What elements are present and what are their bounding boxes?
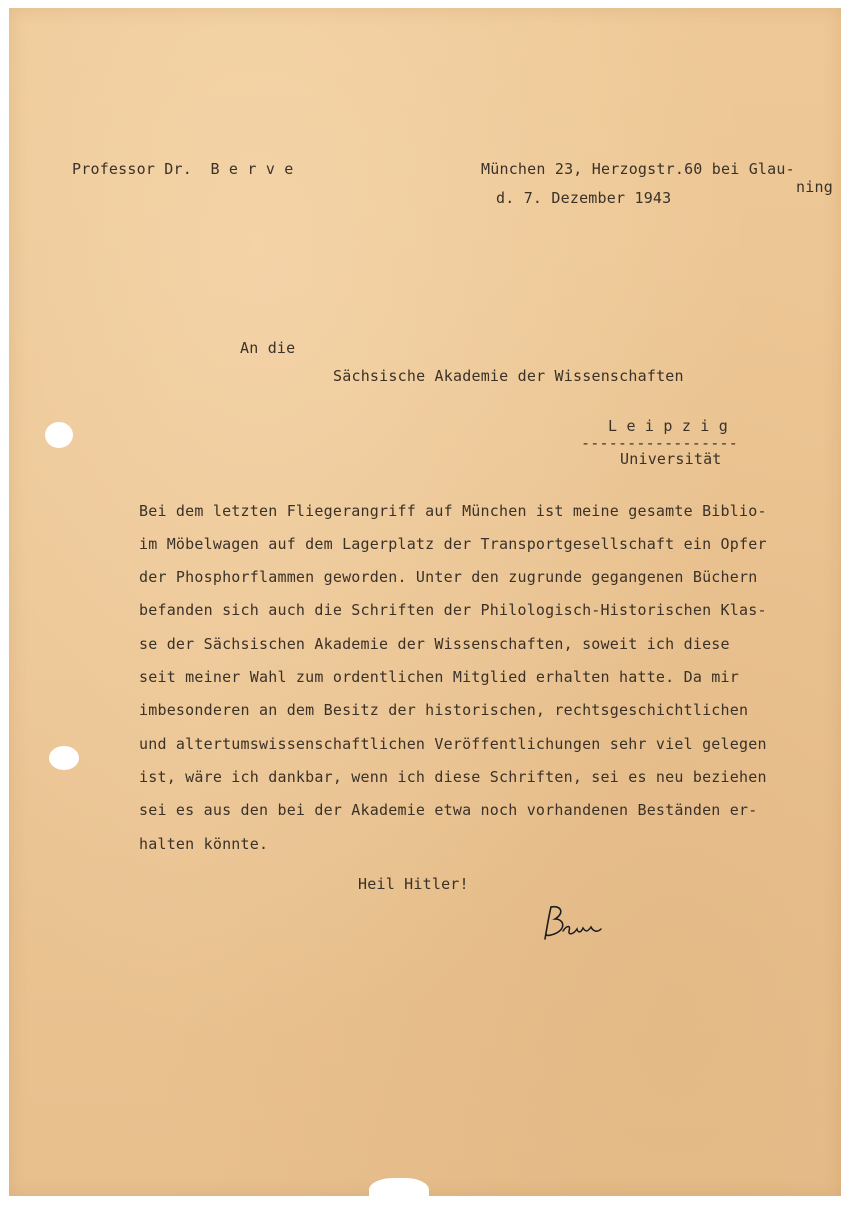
- recipient-underline: -----------------: [581, 434, 738, 452]
- body-line: ist, wäre ich dankbar, wenn ich diese Schriften, sei es neu beziehen: [139, 768, 767, 786]
- torn-edge-bottom: [369, 1178, 429, 1208]
- body-line: im Möbelwagen auf dem Lagerplatz der Transportgesellschaft ein Opfer: [139, 535, 767, 553]
- letter-page: [9, 8, 841, 1196]
- punch-hole-lower: [49, 746, 79, 770]
- address-line-1: München 23, Herzogstr.60 bei Glau-: [481, 160, 795, 178]
- body-line: halten könnte.: [139, 835, 269, 853]
- letter-date: d. 7. Dezember 1943: [496, 189, 672, 207]
- recipient-name: Sächsische Akademie der Wissenschaften: [333, 367, 684, 385]
- body-line: seit meiner Wahl zum ordentlichen Mitglied erhalten hatte. Da mir: [139, 668, 739, 686]
- body-line: und altertumswissenschaftlichen Veröffentlichungen sehr viel gelegen: [139, 735, 767, 753]
- body-line: imbesonderen an dem Besitz der historischen, rechtsgeschichtlichen: [139, 701, 749, 719]
- recipient-city: L e i p z i g: [608, 417, 728, 435]
- sender-line: Professor Dr. B e r v e: [72, 160, 294, 178]
- body-line: befanden sich auch die Schriften der Philologisch-Historischen Klas-: [139, 601, 767, 619]
- closing-salutation: Heil Hitler!: [358, 875, 469, 893]
- punch-hole-upper: [45, 422, 73, 448]
- body-line: der Phosphorflammen geworden. Unter den zugrunde gegangenen Büchern: [139, 568, 758, 586]
- address-line-2: ning: [796, 178, 833, 196]
- body-line: se der Sächsischen Akademie der Wissenschaften, soweit ich diese: [139, 635, 730, 653]
- recipient-unit: Universität: [620, 450, 722, 468]
- signature-image: [537, 901, 611, 945]
- body-line: Bei dem letzten Fliegerangriff auf München ist meine gesamte Biblio-: [139, 502, 767, 520]
- recipient-intro: An die: [240, 339, 296, 357]
- body-line: sei es aus den bei der Akademie etwa noch vorhandenen Beständen er-: [139, 801, 758, 819]
